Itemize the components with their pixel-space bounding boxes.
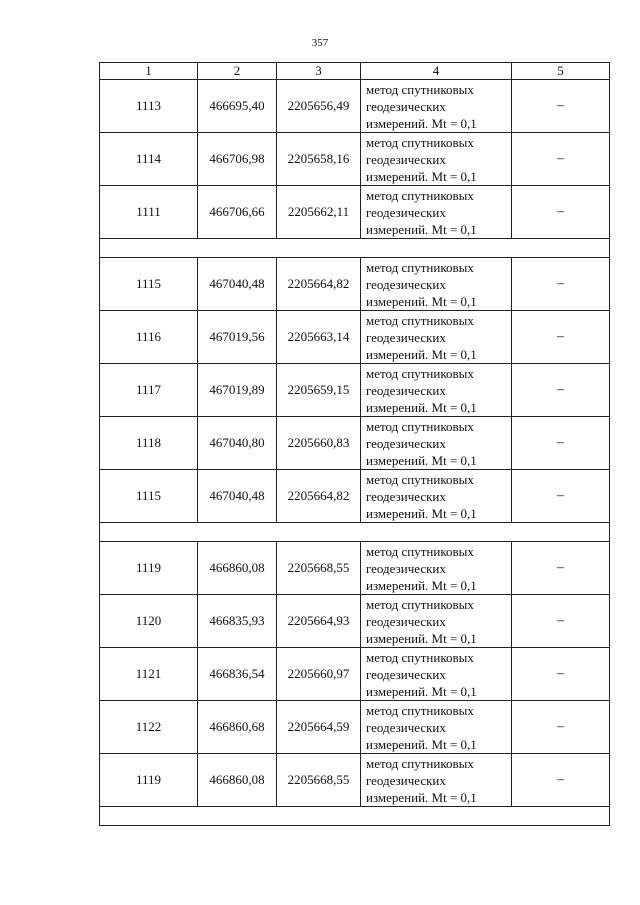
method-line: геодезических: [366, 488, 446, 504]
note-cell: –: [512, 364, 610, 417]
method-line: геодезических: [366, 276, 446, 292]
table-row: [100, 80, 610, 133]
method-cell: [361, 648, 512, 701]
point-number-cell: 1111: [100, 186, 198, 239]
separator-cell: [100, 523, 610, 542]
separator-row: [100, 807, 610, 826]
method-line: метод спутниковых: [366, 649, 474, 665]
x-coordinate-cell: 466860,08: [198, 542, 277, 595]
y-coordinate-cell: 2205660,97: [277, 648, 361, 701]
y-coordinate-cell: 2205658,16: [277, 133, 361, 186]
method-line: измерений. Mt = 0,1: [366, 221, 477, 237]
note-cell: –: [512, 754, 610, 807]
y-coordinate-cell: 2205668,55: [277, 542, 361, 595]
x-coordinate-cell: 466836,54: [198, 648, 277, 701]
x-coordinate-cell: 467040,48: [198, 470, 277, 523]
method-line: метод спутниковых: [366, 418, 474, 434]
method-cell: [361, 364, 512, 417]
y-coordinate-cell: 2205668,55: [277, 754, 361, 807]
header-row: [100, 63, 610, 80]
point-number-cell: 1120: [100, 595, 198, 648]
table-row: [100, 595, 610, 648]
note-cell: –: [512, 542, 610, 595]
method-cell: [361, 754, 512, 807]
method-line: геодезических: [366, 204, 446, 220]
table-row: [100, 470, 610, 523]
method-line: геодезических: [366, 151, 446, 167]
table-row: [100, 186, 610, 239]
header-cell: 3: [277, 63, 361, 80]
note-cell: –: [512, 80, 610, 133]
separator-row: [100, 239, 610, 258]
header-cell: 1: [100, 63, 198, 80]
method-line: измерений. Mt = 0,1: [366, 168, 477, 184]
y-coordinate-cell: 2205662,11: [277, 186, 361, 239]
method-cell: [361, 701, 512, 754]
method-cell: [361, 186, 512, 239]
method-line: измерений. Mt = 0,1: [366, 630, 477, 646]
method-line: измерений. Mt = 0,1: [366, 293, 477, 309]
y-coordinate-cell: 2205656,49: [277, 80, 361, 133]
y-coordinate-cell: 2205664,82: [277, 258, 361, 311]
method-line: измерений. Mt = 0,1: [366, 346, 477, 362]
y-coordinate-cell: 2205660,83: [277, 417, 361, 470]
method-cell: [361, 417, 512, 470]
table-body: [100, 80, 610, 826]
header-cell: 4: [361, 63, 512, 80]
point-number-cell: 1121: [100, 648, 198, 701]
x-coordinate-cell: 466835,93: [198, 595, 277, 648]
y-coordinate-cell: 2205664,59: [277, 701, 361, 754]
y-coordinate-cell: 2205659,15: [277, 364, 361, 417]
method-line: метод спутниковых: [366, 755, 474, 771]
method-line: метод спутниковых: [366, 312, 474, 328]
separator-cell: [100, 807, 610, 826]
point-number-cell: 1114: [100, 133, 198, 186]
method-line: метод спутниковых: [366, 596, 474, 612]
method-line: метод спутниковых: [366, 543, 474, 559]
point-number-cell: 1115: [100, 470, 198, 523]
method-line: геодезических: [366, 560, 446, 576]
point-number-cell: 1117: [100, 364, 198, 417]
x-coordinate-cell: 467019,56: [198, 311, 277, 364]
note-cell: –: [512, 258, 610, 311]
method-cell: [361, 595, 512, 648]
method-line: геодезических: [366, 719, 446, 735]
method-line: метод спутниковых: [366, 259, 474, 275]
table-row: [100, 311, 610, 364]
note-cell: –: [512, 417, 610, 470]
table-row: [100, 754, 610, 807]
method-line: измерений. Mt = 0,1: [366, 736, 477, 752]
method-cell: [361, 258, 512, 311]
table-row: [100, 542, 610, 595]
note-cell: –: [512, 648, 610, 701]
header-cell: 5: [512, 63, 610, 80]
x-coordinate-cell: 466695,40: [198, 80, 277, 133]
method-cell: [361, 80, 512, 133]
method-line: измерений. Mt = 0,1: [366, 683, 477, 699]
y-coordinate-cell: 2205663,14: [277, 311, 361, 364]
table-row: [100, 364, 610, 417]
method-line: метод спутниковых: [366, 134, 474, 150]
method-line: измерений. Mt = 0,1: [366, 399, 477, 415]
x-coordinate-cell: 467040,80: [198, 417, 277, 470]
point-number-cell: 1115: [100, 258, 198, 311]
note-cell: –: [512, 133, 610, 186]
coordinates-table: [99, 62, 610, 826]
method-line: геодезических: [366, 613, 446, 629]
x-coordinate-cell: 466860,08: [198, 754, 277, 807]
method-line: геодезических: [366, 435, 446, 451]
method-cell: [361, 311, 512, 364]
method-line: метод спутниковых: [366, 702, 474, 718]
table-row: [100, 258, 610, 311]
note-cell: –: [512, 311, 610, 364]
method-line: метод спутниковых: [366, 471, 474, 487]
table-row: [100, 133, 610, 186]
method-line: измерений. Mt = 0,1: [366, 452, 477, 468]
page-number: 357: [311, 37, 329, 49]
table-row: [100, 648, 610, 701]
method-line: геодезических: [366, 666, 446, 682]
point-number-cell: 1119: [100, 542, 198, 595]
x-coordinate-cell: 466706,66: [198, 186, 277, 239]
note-cell: –: [512, 470, 610, 523]
separator-row: [100, 523, 610, 542]
method-line: измерений. Mt = 0,1: [366, 115, 477, 131]
note-cell: –: [512, 595, 610, 648]
x-coordinate-cell: 467019,89: [198, 364, 277, 417]
method-line: измерений. Mt = 0,1: [366, 505, 477, 521]
separator-cell: [100, 239, 610, 258]
method-line: измерений. Mt = 0,1: [366, 577, 477, 593]
x-coordinate-cell: 467040,48: [198, 258, 277, 311]
header-cell: 2: [198, 63, 277, 80]
method-line: метод спутниковых: [366, 365, 474, 381]
point-number-cell: 1122: [100, 701, 198, 754]
method-line: метод спутниковых: [366, 187, 474, 203]
x-coordinate-cell: 466706,98: [198, 133, 277, 186]
point-number-cell: 1113: [100, 80, 198, 133]
method-cell: [361, 542, 512, 595]
method-cell: [361, 470, 512, 523]
y-coordinate-cell: 2205664,82: [277, 470, 361, 523]
method-line: геодезических: [366, 382, 446, 398]
method-line: геодезических: [366, 98, 446, 114]
note-cell: –: [512, 701, 610, 754]
note-cell: –: [512, 186, 610, 239]
point-number-cell: 1119: [100, 754, 198, 807]
method-cell: [361, 133, 512, 186]
method-line: геодезических: [366, 772, 446, 788]
method-line: метод спутниковых: [366, 81, 474, 97]
x-coordinate-cell: 466860,68: [198, 701, 277, 754]
point-number-cell: 1118: [100, 417, 198, 470]
y-coordinate-cell: 2205664,93: [277, 595, 361, 648]
method-line: геодезических: [366, 329, 446, 345]
point-number-cell: 1116: [100, 311, 198, 364]
method-line: измерений. Mt = 0,1: [366, 789, 477, 805]
table-row: [100, 417, 610, 470]
table-row: [100, 701, 610, 754]
